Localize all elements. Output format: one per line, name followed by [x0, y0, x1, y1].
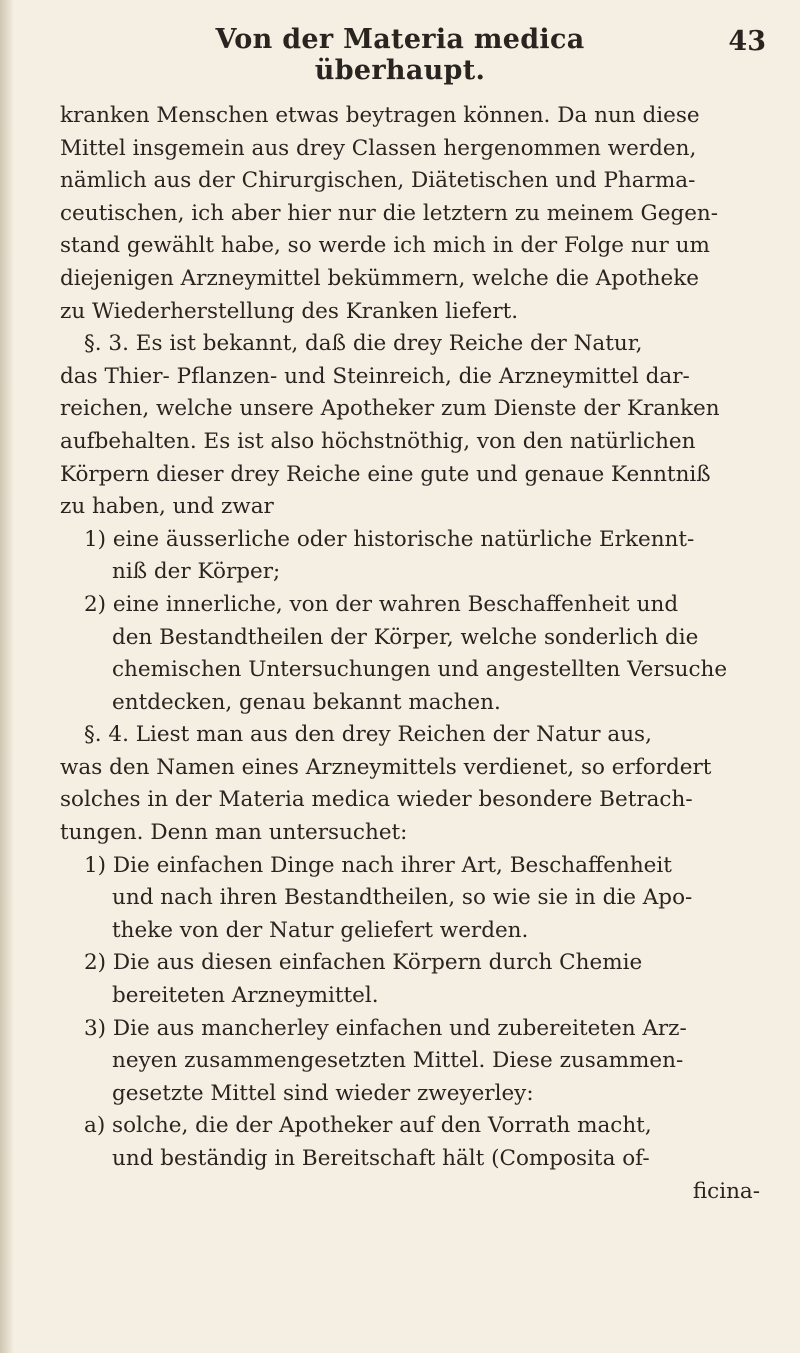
running-head: Von der Materia medica überhaupt. [215, 24, 585, 86]
text-line: zu haben, und zwar [60, 494, 274, 520]
text-line: 3) Die aus mancherley einfachen und zubereiteten Arz- [84, 1015, 687, 1041]
text-line: chemischen Untersuchungen und angestellten Versuche [112, 657, 728, 683]
text-line: §. 3. Es ist bekannt, daß die drey Reiche der Natur, [84, 331, 643, 357]
text-line: §. 4. Liest man aus den drey Reichen der Natur aus, [84, 722, 652, 748]
page-binding-shadow [0, 0, 14, 1353]
text-line: 2) Die aus diesen einfachen Körpern durch Chemie [84, 950, 643, 976]
text-line: gesetzte Mittel sind wieder zweyerley: [112, 1080, 534, 1106]
page-number: 43 [728, 26, 766, 57]
body-text [60, 100, 760, 1208]
text-line: 1) eine äusserliche oder historische natürliche Erkennt- [84, 526, 695, 552]
text-line: 2) eine innerliche, von der wahren Beschaffenheit und [84, 591, 679, 617]
text-line: solches in der Materia medica wieder besondere Betrach- [60, 787, 693, 813]
text-line: entdecken, genau bekannt machen. [112, 689, 501, 715]
text-line: theke von der Natur geliefert werden. [112, 917, 529, 943]
text-line: und nach ihren Bestandtheilen, so wie sie in die Apo- [112, 885, 693, 911]
text-line: ceutischen, ich aber hier nur die letztern zu meinem Gegen- [60, 200, 719, 226]
text-line: und beständig in Bereitschaft hält (Composita of- [112, 1146, 650, 1171]
text-line: a) solche, die der Apotheker auf den Vorrath macht, [84, 1113, 652, 1139]
text-line: niß der Körper; [112, 559, 281, 585]
text-line: reichen, welche unsere Apotheker zum Dienste der Kranken [60, 396, 720, 422]
text-line: kranken Menschen etwas beytragen können. Da nun diese [60, 103, 700, 128]
text-line: tungen. Denn man untersuchet: [60, 820, 408, 846]
text-line: bereiteten Arzneymittel. [112, 983, 379, 1009]
text-line: den Bestandtheilen der Körper, welche sonderlich die [112, 624, 699, 650]
text-line: 1) Die einfachen Dinge nach ihrer Art, Beschaffenheit [84, 852, 672, 878]
text-line: zu Wiederherstellung des Kranken liefert. [60, 298, 519, 324]
text-line: was den Namen eines Arzneymittels verdienet, so erfordert [60, 754, 712, 780]
text-line: nämlich aus der Chirurgischen, Diätetischen und Pharma- [60, 168, 696, 194]
text-line: neyen zusammengesetzten Mittel. Diese zusammen- [112, 1048, 684, 1074]
text-line: Mittel insgemein aus drey Classen hergenommen werden, [60, 135, 697, 161]
text-line: stand gewählt habe, so werde ich mich in der Folge nur um [60, 233, 710, 259]
text-line: das Thier- Pflanzen- und Steinreich, die Arzneymittel dar- [60, 363, 690, 389]
text-line: Körpern dieser drey Reiche eine gute und genaue Kenntniß [60, 461, 711, 487]
text-line: ficina- [692, 1178, 760, 1204]
text-line: aufbehalten. Es ist also höchstnöthig, von den natürlichen [60, 428, 696, 454]
text-line: diejenigen Arzneymittel bekümmern, welche die Apotheke [60, 265, 699, 291]
